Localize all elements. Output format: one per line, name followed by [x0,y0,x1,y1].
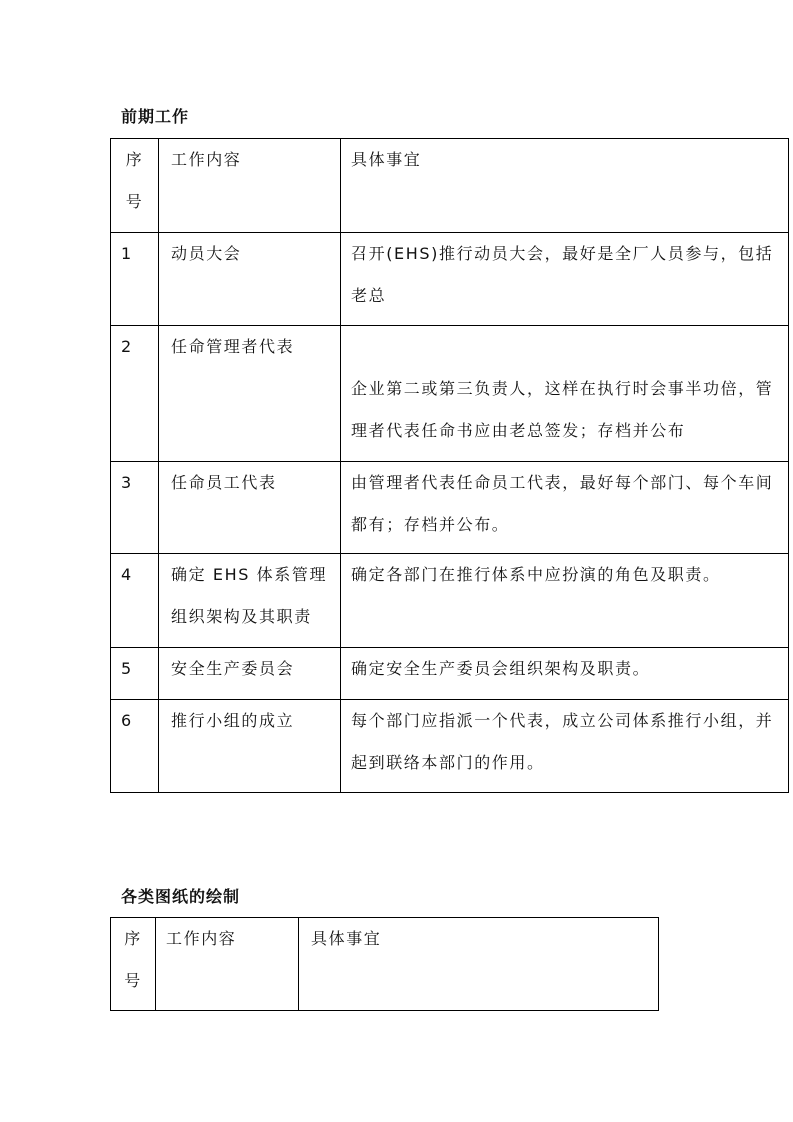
row-content: 推行小组的成立 [159,700,341,793]
table-row [111,648,789,700]
table-header-row [111,918,659,1011]
header-content: 工作内容 [159,139,341,233]
header-seq-line1: 序 [125,150,144,169]
section-title-drawings: 各类图纸的绘制 [121,887,241,906]
row-detail: 确定安全生产委员会组织架构及职责。 [341,648,789,700]
header-detail: 具体事宜 [341,139,789,233]
table-row [111,233,789,326]
row-detail: 由管理者代表任命员工代表，最好每个部门、每个车间都有；存档并公布。 [341,462,789,554]
row-number: 4 [111,554,159,648]
header-detail: 具体事宜 [299,918,659,1011]
row-number: 1 [111,233,159,326]
preliminary-work-table [110,138,789,793]
header-content: 工作内容 [156,918,299,1011]
header-seq [111,918,156,1011]
header-seq [111,139,159,233]
row-number: 5 [111,648,159,700]
table-row [111,700,789,793]
header-seq-line2: 号 [125,192,144,211]
table-row [111,326,789,462]
section-title-preliminary-work: 前期工作 [121,107,190,126]
table-row [111,554,789,648]
drawings-table [110,917,659,1011]
table-header-row [111,139,789,233]
row-content: 动员大会 [159,233,341,326]
table-row [111,462,789,554]
row-detail: 每个部门应指派一个代表，成立公司体系推行小组，并起到联络本部门的作用。 [341,700,789,793]
row-content: 任命管理者代表 [159,326,341,462]
row-detail: 确定各部门在推行体系中应扮演的角色及职责。 [341,554,789,648]
row-content: 任命员工代表 [159,462,341,554]
header-seq-line2: 号 [124,971,142,990]
row-content: 确定 EHS 体系管理组织架构及其职责 [159,554,341,648]
row-detail: 召开(EHS)推行动员大会，最好是全厂人员参与，包括老总 [341,233,789,326]
row-number: 3 [111,462,159,554]
row-content: 安全生产委员会 [159,648,341,700]
row-number: 6 [111,700,159,793]
header-seq-line1: 序 [124,929,142,948]
row-detail: 企业第二或第三负责人，这样在执行时会事半功倍，管理者代表任命书应由老总签发；存档并公布 [341,326,789,462]
row-number: 2 [111,326,159,462]
